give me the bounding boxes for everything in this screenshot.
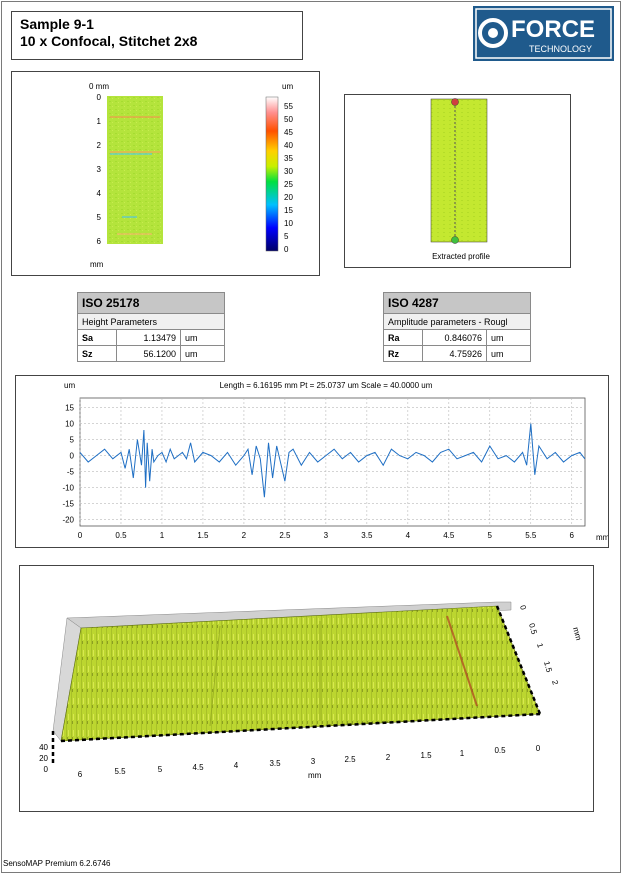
y3d-unit: mm bbox=[571, 626, 584, 642]
scale-tick: 35 bbox=[284, 154, 293, 163]
x3d-tick: 4.5 bbox=[192, 763, 204, 772]
scale-tick: 45 bbox=[284, 128, 293, 137]
param-unit: um bbox=[181, 346, 225, 362]
iso4287-table bbox=[383, 292, 531, 362]
y-tick-label: -5 bbox=[66, 467, 74, 477]
x3d-tick: 1.5 bbox=[420, 751, 432, 760]
param-unit: um bbox=[487, 346, 531, 362]
y3d-tick: 1 bbox=[535, 642, 545, 649]
profile-chart-panel bbox=[15, 375, 609, 548]
y3d-tick: 2 bbox=[550, 679, 560, 686]
x3d-tick: 4 bbox=[233, 761, 239, 770]
z-tick: 20 bbox=[39, 754, 48, 763]
surface-3d bbox=[61, 606, 540, 741]
param-value: 0.846076 bbox=[423, 330, 487, 346]
logo-sub: TECHNOLOGY bbox=[529, 44, 593, 54]
param-name: Rz bbox=[384, 346, 423, 362]
x-tick-label: 6 bbox=[569, 531, 574, 540]
x3d-tick: 3 bbox=[310, 757, 316, 766]
scale-tick: 15 bbox=[284, 206, 293, 215]
map-x-unit: 0 mm bbox=[89, 82, 109, 91]
x-tick-label: 1 bbox=[159, 531, 165, 540]
sample-subtitle: 10 x Confocal, Stitchet 2x8 bbox=[20, 33, 198, 49]
x3d-tick: 2.5 bbox=[344, 755, 356, 764]
param-value: 1.13479 bbox=[117, 330, 181, 346]
chart-ylabel: um bbox=[64, 381, 76, 390]
x3d-tick: 5 bbox=[157, 765, 163, 774]
map-y-tick: 5 bbox=[96, 213, 101, 222]
map-y-tick: 1 bbox=[96, 117, 101, 126]
x3d-tick: 0.5 bbox=[494, 746, 506, 755]
map-y-tick: 6 bbox=[96, 237, 101, 246]
param-value: 4.75926 bbox=[423, 346, 487, 362]
param-name: Sz bbox=[78, 346, 117, 362]
table-row bbox=[78, 330, 225, 346]
x3d-unit: mm bbox=[308, 771, 322, 780]
scale-tick: 0 bbox=[284, 245, 289, 254]
surface-3d-svg bbox=[20, 566, 593, 811]
y-tick-label: -15 bbox=[62, 499, 74, 509]
x3d-tick: 6 bbox=[77, 770, 83, 779]
z-tick: 40 bbox=[39, 743, 48, 752]
map-y-tick: 0 bbox=[96, 93, 101, 102]
height-map-image bbox=[107, 96, 163, 244]
x3d-tick: 1 bbox=[459, 749, 465, 758]
software-version: SensoMAP Premium 6.2.6746 bbox=[3, 859, 111, 868]
param-value: 56.1200 bbox=[117, 346, 181, 362]
surface-3d-panel bbox=[19, 565, 594, 812]
x-tick-label: 5 bbox=[487, 531, 492, 540]
x3d-tick: 0 bbox=[535, 744, 541, 753]
profile-end-marker[interactable] bbox=[452, 237, 459, 244]
extracted-profile-panel bbox=[344, 94, 571, 268]
param-name: Ra bbox=[384, 330, 423, 346]
param-unit: um bbox=[487, 330, 531, 346]
y-tick-label: 10 bbox=[65, 419, 74, 429]
chart-xlabel: mm bbox=[596, 533, 608, 542]
x3d-tick: 3.5 bbox=[269, 759, 281, 768]
y-tick-label: 0 bbox=[69, 451, 74, 461]
extracted-profile-svg bbox=[345, 95, 570, 267]
table-row bbox=[78, 346, 225, 362]
scale-tick: 5 bbox=[284, 232, 289, 241]
y-tick-label: -20 bbox=[62, 515, 74, 525]
height-map-panel bbox=[11, 71, 320, 276]
map-y-tick: 3 bbox=[96, 165, 101, 174]
scale-tick: 30 bbox=[284, 167, 293, 176]
x-tick-label: 3 bbox=[323, 531, 329, 540]
scale-tick: 55 bbox=[284, 102, 293, 111]
y3d-tick: 0 bbox=[518, 604, 528, 611]
x-tick-label: 3.5 bbox=[361, 531, 373, 540]
x-tick-label: 4 bbox=[405, 531, 411, 540]
map-y-tick: 4 bbox=[96, 189, 101, 198]
scale-tick: 40 bbox=[284, 141, 293, 150]
chart-plot-area bbox=[80, 398, 585, 526]
x-tick-label: 2 bbox=[241, 531, 247, 540]
y3d-tick: 0.5 bbox=[527, 622, 539, 636]
iso25178-table bbox=[77, 292, 225, 362]
iso4287-subtitle: Amplitude parameters - Rougl bbox=[384, 314, 531, 330]
x-tick-label: 0 bbox=[77, 531, 83, 540]
height-map-svg bbox=[12, 72, 319, 275]
x-tick-label: 2.5 bbox=[279, 531, 291, 540]
profile-chart bbox=[16, 376, 608, 547]
y-tick-label: 15 bbox=[65, 403, 74, 413]
param-unit: um bbox=[181, 330, 225, 346]
map-y-unit: mm bbox=[90, 260, 104, 269]
extracted-caption: Extracted profile bbox=[432, 252, 490, 261]
map-y-tick: 2 bbox=[96, 141, 101, 150]
z-tick: 0 bbox=[43, 765, 48, 774]
scale-unit: um bbox=[282, 82, 294, 91]
table-row bbox=[384, 346, 531, 362]
title-box bbox=[11, 11, 303, 60]
iso25178-subtitle: Height Parameters bbox=[78, 314, 225, 330]
iso25178-title: ISO 25178 bbox=[78, 293, 225, 314]
extracted-map-image bbox=[431, 99, 487, 242]
force-technology-logo bbox=[473, 6, 614, 61]
iso4287-title: ISO 4287 bbox=[384, 293, 531, 314]
scale-tick: 25 bbox=[284, 180, 293, 189]
x-tick-label: 5.5 bbox=[525, 531, 537, 540]
y-tick-label: 5 bbox=[69, 435, 74, 445]
color-scale-bar bbox=[266, 97, 278, 251]
profile-start-marker[interactable] bbox=[452, 99, 459, 106]
table-row bbox=[384, 330, 531, 346]
y-tick-label: -10 bbox=[62, 483, 74, 493]
scale-tick: 50 bbox=[284, 115, 293, 124]
x3d-tick: 2 bbox=[385, 753, 391, 762]
x-tick-label: 4.5 bbox=[443, 531, 455, 540]
scale-tick: 20 bbox=[284, 193, 293, 202]
chart-y-ticks bbox=[62, 404, 74, 525]
scale-tick: 10 bbox=[284, 219, 293, 228]
x-tick-label: 0.5 bbox=[115, 531, 127, 540]
x-tick-label: 1.5 bbox=[197, 531, 209, 540]
sample-title: Sample 9-1 bbox=[20, 16, 94, 32]
param-name: Sa bbox=[78, 330, 117, 346]
chart-title: Length = 6.16195 mm Pt = 25.0737 um Scale = 40.0000 um bbox=[219, 381, 433, 390]
y3d-tick: 1.5 bbox=[542, 660, 554, 674]
logo-brand: FORCE bbox=[511, 16, 595, 43]
chart-x-ticks bbox=[78, 531, 575, 540]
x3d-tick: 5.5 bbox=[114, 767, 126, 776]
